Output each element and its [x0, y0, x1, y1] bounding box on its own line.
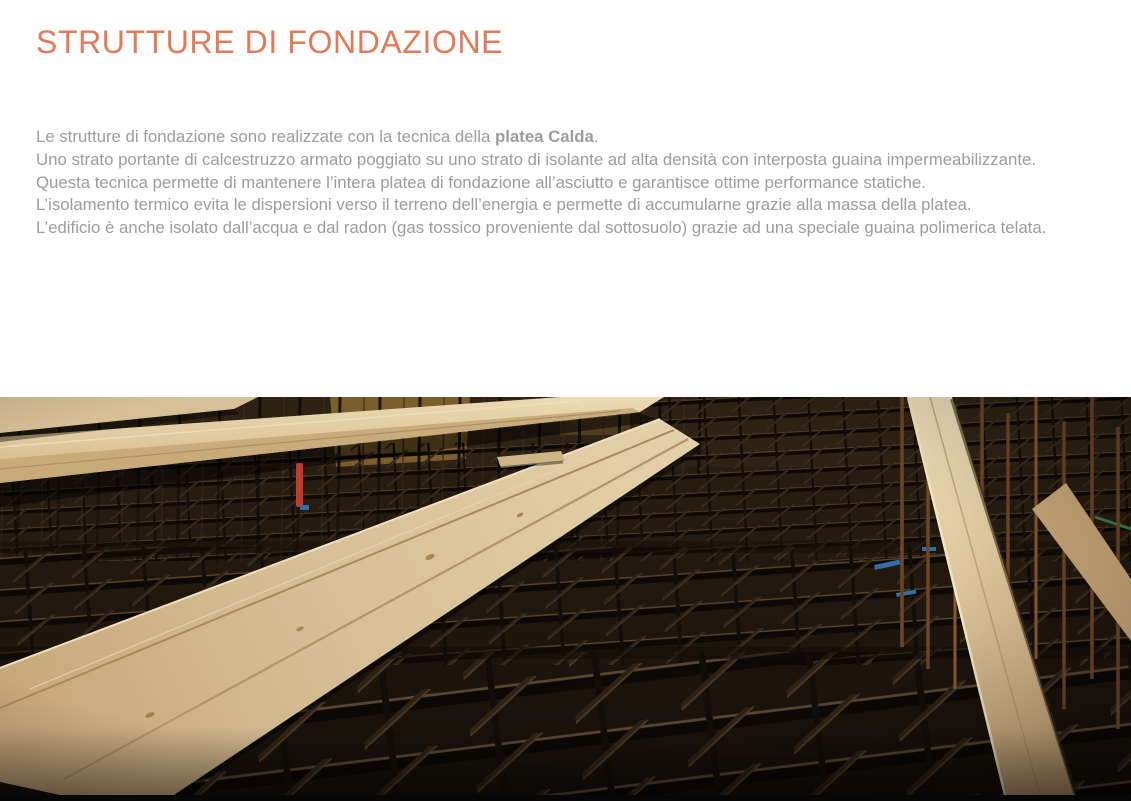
- line1-suffix: .: [593, 127, 599, 146]
- intro-paragraph: [36, 126, 1128, 240]
- paragraph-line-3: Questa tecnica permette di mantenere l’intera platea di fondazione all’asciutto e garantisce ottime performance statiche.: [36, 172, 926, 192]
- page-title: STRUTTURE DI FONDAZIONE: [36, 24, 504, 60]
- photo-bottom-black-bar: [0, 795, 1131, 801]
- construction-photo: [0, 397, 1131, 795]
- line1-prefix: Le strutture di fondazione sono realizzate con la tecnica della: [36, 127, 495, 146]
- paragraph-line-2: Uno strato portante di calcestruzzo armato poggiato su uno strato di isolante ad alta densità con interposta guaina impermeabilizzante.: [36, 149, 1037, 169]
- highlight-platea-calda: platea Calda: [494, 127, 594, 146]
- paragraph-line-5: L’edificio è anche isolato dall’acqua e dal radon (gas tossico proveniente dal sottosuolo) grazie ad una speciale guaina polimerica telata.: [36, 218, 1047, 238]
- construction-photo-art: [0, 397, 1131, 795]
- paragraph-line-1: [36, 126, 1128, 149]
- paragraph-line-4: L’isolamento termico evita le dispersioni verso il terreno dell’energia e permette di accumularne grazie alla massa della platea.: [36, 195, 972, 215]
